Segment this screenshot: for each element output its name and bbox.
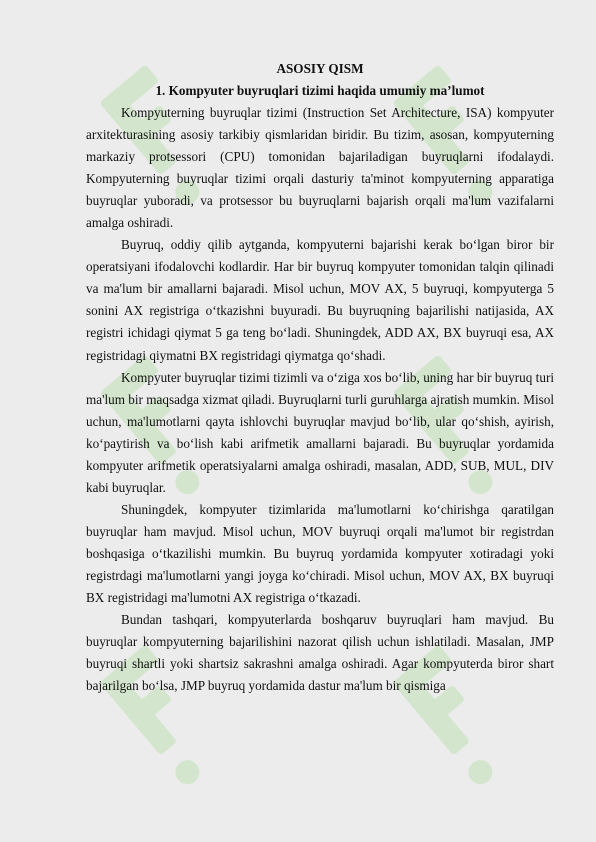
paragraph-1: Kompyuterning buyruqlar tizimi (Instruction Set Architecture, ISA) kompyuter arxitekturasining asosiy tarkibiy qismlaridan biridir. Bu tizim, asosan, kompyuterning markaziy protsessori (CPU) tomonidan bajariladigan buyruqlarni ifodalaydi. Kompyuterning buyruqlar tizimi orqali dasturiy ta'minot kompyuterning apparatiga buyruqlar yuboradi, va protsessor bu buyruqlarni bajarish orqali ma'lum vazifalarni amalga oshiradi.	[86, 105, 554, 231]
section-heading: ASOSIY QISM	[276, 61, 364, 76]
paragraph-5: Bundan tashqari, kompyuterlarda boshqaruv buyruqlari ham mavjud. Bu buyruqlar kompyuterning bajarilishini nazorat qilish uchun ishlatiladi. Masalan, JMP buyruqi shartli yoki shartsiz sakrashni amalga oshiradi. Agar kompyuterda biror shart bajarilgan bo‘lsa, JMP buyruq yordamida dastur ma'lum bir qismiga	[86, 612, 554, 694]
paragraph-3: Kompyuter buyruqlar tizimi tizimli va o‘ziga xos bo‘lib, uning har bir buyruq turi ma'lum bir maqsadga xizmat qiladi. Buyruqlarni turli guruhlarga ajratish mumkin. Misol uchun, ma'lumotlarni qayta ishlovchi buyruqlar mavjud bo‘lib, ular qo‘shish, ayirish, ko‘paytirish va bo‘lish kabi arifmetik amallarni bajaradi. Bu buyruqlar yordamida kompyuter arifmetik operatsiyalarni amalga oshiradi, masalan, ADD, SUB, MUL, DIV kabi buyruqlar.	[86, 369, 555, 495]
paragraph-4: Shuningdek, kompyuter tizimlarida ma'lumotlarni ko‘chirishga qaratilgan buyruqlar ham mavjud. Misol uchun, MOV buyruqi orqali ma'lumot bir registrdan boshqasiga o‘tkazilishi mumkin. Bu buyruq yordamida kompyuter xotiradagi yoki registrdagi ma'lumotlarni yangi joyga ko‘chiradi. Misol uchun, MOV AX, BX buyruqi BX registridagi ma'lumotni AX registriga o‘tkazadi.	[86, 501, 554, 606]
section-subheading: 1. Kompyuter buyruqlari tizimi haqida umumiy ma’lumot	[155, 83, 485, 98]
document-body	[86, 58, 554, 697]
paragraph-2: Buyruq, oddiy qilib aytganda, kompyuterni bajarishi kerak bo‘lgan biror bir operatsiyani ifodalovchi kodlardir. Har bir buyruq kompyuter tomonidan talqin qilinadi va ma'lum bir amallarni bajaradi. Misol uchun, MOV AX, 5 buyruqi, kompyuterga 5 sonini AX registriga o‘tkazishni buyuradi. Bu buyruqning bajarilishi natijasida, AX registri ichidagi qiymat 5 ga teng bo‘ladi. Shuningdek, ADD AX, BX buyruqi esa, AX registridagi qiymatni BX registridagi qiymatga qo‘shadi.	[86, 237, 554, 363]
